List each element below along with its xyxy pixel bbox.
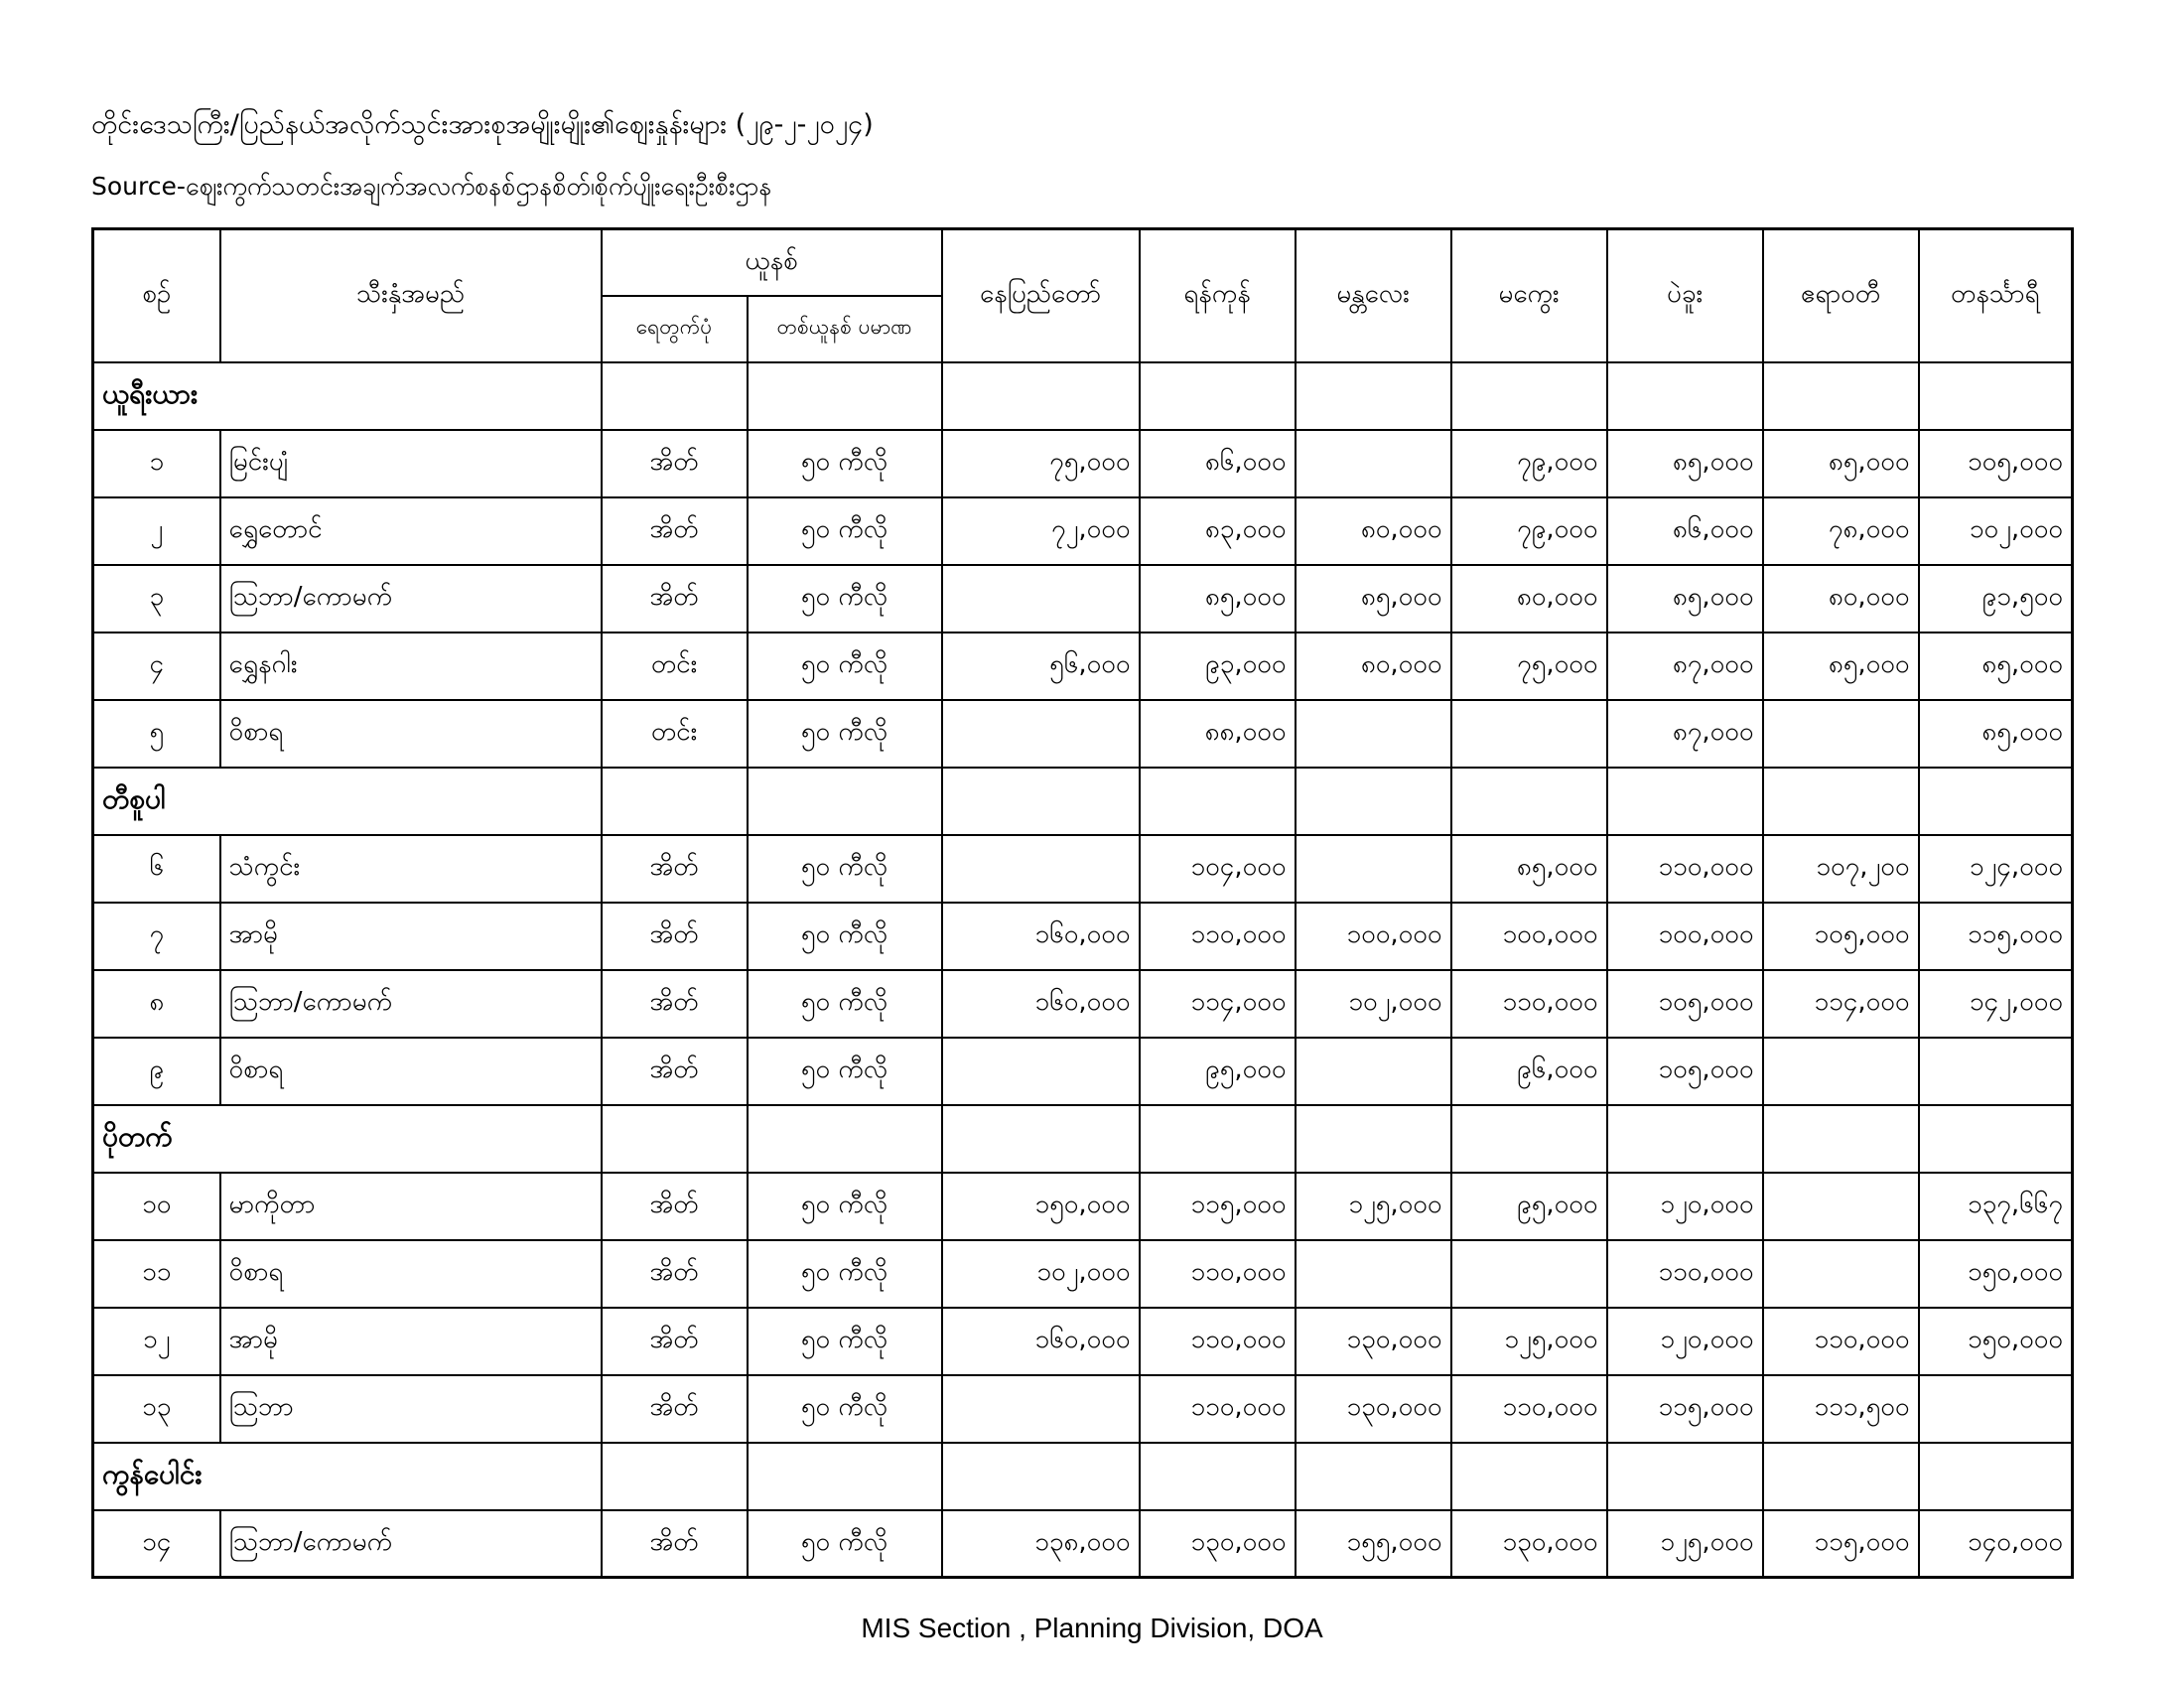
empty-cell xyxy=(1296,768,1451,835)
price-mandalay xyxy=(1296,835,1451,903)
price-bago: ၁၁၅,၀၀၀ xyxy=(1607,1375,1763,1443)
price-bago: ၈၇,၀၀၀ xyxy=(1607,700,1763,768)
price-bago: ၈၅,၀၀၀ xyxy=(1607,565,1763,633)
price-yangon: ၁၁၀,၀၀၀ xyxy=(1140,903,1296,970)
unit-type: အိတ် xyxy=(602,1510,748,1578)
unit-amount: ၅၀ ကီလို xyxy=(748,1510,942,1578)
price-tanintharyi: ၁၀၂,၀၀၀ xyxy=(1919,497,2073,565)
price-tanintharyi: ၁၄၂,၀၀၀ xyxy=(1919,970,2073,1038)
price-yangon: ၈၆,၀၀၀ xyxy=(1140,430,1296,497)
price-tanintharyi: ၉၁,၅၀၀ xyxy=(1919,565,2073,633)
price-mandalay: ၁၅၅,၀၀၀ xyxy=(1296,1510,1451,1578)
empty-cell xyxy=(1763,768,1919,835)
price-tanintharyi: ၁၄၀,၀၀၀ xyxy=(1919,1510,2073,1578)
price-mandalay: ၈၀,၀၀၀ xyxy=(1296,497,1451,565)
price-ayeyarwady xyxy=(1763,1173,1919,1240)
price-mandalay: ၈၅,၀၀၀ xyxy=(1296,565,1451,633)
group-name: ပိုတက် xyxy=(93,1105,602,1173)
crop-name: ရွှေနဂါး xyxy=(220,633,602,700)
empty-cell xyxy=(602,362,748,430)
price-bago: ၈၅,၀၀၀ xyxy=(1607,430,1763,497)
price-ayeyarwady: ၇၈,၀၀၀ xyxy=(1763,497,1919,565)
price-naypyitaw xyxy=(942,835,1140,903)
unit-amount: ၅၀ ကီလို xyxy=(748,1375,942,1443)
price-yangon: ၈၈,၀၀၀ xyxy=(1140,700,1296,768)
crop-name: သြဘာ/ကောမက် xyxy=(220,970,602,1038)
empty-cell xyxy=(1763,1105,1919,1173)
empty-cell xyxy=(1451,1105,1607,1173)
unit-amount: ၅၀ ကီလို xyxy=(748,430,942,497)
price-mandalay xyxy=(1296,700,1451,768)
row-number: ၁ xyxy=(93,430,220,497)
group-name: ယူရီးယား xyxy=(93,362,602,430)
price-ayeyarwady xyxy=(1763,1038,1919,1105)
row-number: ၁၄ xyxy=(93,1510,220,1578)
row-number: ၁၁ xyxy=(93,1240,220,1308)
unit-type: အိတ် xyxy=(602,970,748,1038)
empty-cell xyxy=(602,1443,748,1510)
price-ayeyarwady: ၁၀၅,၀၀၀ xyxy=(1763,903,1919,970)
unit-amount: ၅၀ ကီလို xyxy=(748,633,942,700)
empty-cell xyxy=(1919,1443,2073,1510)
price-naypyitaw: ၁၆၀,၀၀၀ xyxy=(942,1308,1140,1375)
price-yangon: ၉၃,၀၀၀ xyxy=(1140,633,1296,700)
group-row xyxy=(93,1105,2073,1173)
crop-name: ရွှေတောင် xyxy=(220,497,602,565)
empty-cell xyxy=(1919,1105,2073,1173)
price-ayeyarwady: ၁၁၄,၀၀၀ xyxy=(1763,970,1919,1038)
unit-amount: ၅၀ ကီလို xyxy=(748,1240,942,1308)
empty-cell xyxy=(748,1105,942,1173)
group-name: တီစူပါ xyxy=(93,768,602,835)
source-line: Source-ဈေးကွက်သတင်းအချက်အလက်စနစ်ဌာနစိတ်၊စိုက်ပျိုးရေးဦးစီးဌာန xyxy=(91,172,772,201)
header-region-magway: မကွေး xyxy=(1451,229,1607,362)
price-mandalay xyxy=(1296,1240,1451,1308)
empty-cell xyxy=(1140,1105,1296,1173)
crop-name: မာကိုတာ xyxy=(220,1173,602,1240)
empty-cell xyxy=(1296,362,1451,430)
price-yangon: ၁၁၀,၀၀၀ xyxy=(1140,1375,1296,1443)
price-magway: ၈၀,၀၀၀ xyxy=(1451,565,1607,633)
price-mandalay xyxy=(1296,1038,1451,1105)
table-row xyxy=(93,1308,2073,1375)
price-tanintharyi xyxy=(1919,1375,2073,1443)
empty-cell xyxy=(602,768,748,835)
unit-type: အိတ် xyxy=(602,430,748,497)
price-ayeyarwady: ၈၀,၀၀၀ xyxy=(1763,565,1919,633)
unit-amount: ၅၀ ကီလို xyxy=(748,903,942,970)
unit-type: အိတ် xyxy=(602,1240,748,1308)
price-tanintharyi: ၁၃၇,၆၆၇ xyxy=(1919,1173,2073,1240)
row-number: ၅ xyxy=(93,700,220,768)
empty-cell xyxy=(1451,768,1607,835)
row-number: ၉ xyxy=(93,1038,220,1105)
price-mandalay: ၁၀၂,၀၀၀ xyxy=(1296,970,1451,1038)
price-magway: ၇၉,၀၀၀ xyxy=(1451,430,1607,497)
header-crop-name: သီးနှံအမည် xyxy=(220,229,602,362)
empty-cell xyxy=(748,1443,942,1510)
price-magway: ၁၃၀,၀၀၀ xyxy=(1451,1510,1607,1578)
price-magway: ၇၉,၀၀၀ xyxy=(1451,497,1607,565)
empty-cell xyxy=(748,362,942,430)
price-mandalay: ၁၀၀,၀၀၀ xyxy=(1296,903,1451,970)
empty-cell xyxy=(1296,1105,1451,1173)
empty-cell xyxy=(1140,768,1296,835)
unit-type: အိတ် xyxy=(602,497,748,565)
price-naypyitaw: ၁၀၂,၀၀၀ xyxy=(942,1240,1140,1308)
header-unit: ယူနစ် xyxy=(602,229,942,296)
unit-type: အိတ် xyxy=(602,1038,748,1105)
price-yangon: ၁၃၀,၀၀၀ xyxy=(1140,1510,1296,1578)
group-row xyxy=(93,362,2073,430)
price-magway: ၁၀၀,၀၀၀ xyxy=(1451,903,1607,970)
header-region-ayeyarwady: ဧရာဝတီ xyxy=(1763,229,1919,362)
empty-cell xyxy=(602,1105,748,1173)
price-ayeyarwady: ၁၁၁,၅၀၀ xyxy=(1763,1375,1919,1443)
table-row xyxy=(93,1038,2073,1105)
price-tanintharyi: ၁၀၅,၀၀၀ xyxy=(1919,430,2073,497)
price-naypyitaw xyxy=(942,1375,1140,1443)
empty-cell xyxy=(942,768,1140,835)
price-ayeyarwady: ၁၁၅,၀၀၀ xyxy=(1763,1510,1919,1578)
empty-cell xyxy=(748,768,942,835)
table-row xyxy=(93,700,2073,768)
empty-cell xyxy=(1919,362,2073,430)
price-bago: ၁၂၀,၀၀၀ xyxy=(1607,1173,1763,1240)
price-naypyitaw: ၇၅,၀၀၀ xyxy=(942,430,1140,497)
empty-cell xyxy=(1607,362,1763,430)
unit-type: အိတ် xyxy=(602,1308,748,1375)
price-yangon: ၈၅,၀၀၀ xyxy=(1140,565,1296,633)
table-row xyxy=(93,430,2073,497)
empty-cell xyxy=(1451,362,1607,430)
unit-amount: ၅၀ ကီလို xyxy=(748,565,942,633)
table-row xyxy=(93,970,2073,1038)
empty-cell xyxy=(1140,362,1296,430)
price-tanintharyi: ၈၅,၀၀၀ xyxy=(1919,633,2073,700)
price-magway: ၈၅,၀၀၀ xyxy=(1451,835,1607,903)
table-row xyxy=(93,903,2073,970)
crop-name: သံကွင်း xyxy=(220,835,602,903)
header-region-yangon: ရန်ကုန် xyxy=(1140,229,1296,362)
price-naypyitaw: ၁၅၀,၀၀၀ xyxy=(942,1173,1140,1240)
empty-cell xyxy=(1140,1443,1296,1510)
header-unit-type: ရေတွက်ပုံ xyxy=(602,296,748,362)
group-row xyxy=(93,768,2073,835)
price-yangon: ၉၅,၀၀၀ xyxy=(1140,1038,1296,1105)
header-no: စဉ် xyxy=(93,229,220,362)
unit-type: တင်း xyxy=(602,633,748,700)
price-magway: ၉၅,၀၀၀ xyxy=(1451,1173,1607,1240)
empty-cell xyxy=(1763,1443,1919,1510)
price-bago: ၁၁၀,၀၀၀ xyxy=(1607,835,1763,903)
crop-name: မြင်းပျံ xyxy=(220,430,602,497)
price-bago: ၁၁၀,၀၀၀ xyxy=(1607,1240,1763,1308)
price-naypyitaw: ၁၃၈,၀၀၀ xyxy=(942,1510,1140,1578)
price-ayeyarwady: ၁၀၇,၂၀၀ xyxy=(1763,835,1919,903)
unit-type: အိတ် xyxy=(602,835,748,903)
price-ayeyarwady: ၁၁၀,၀၀၀ xyxy=(1763,1308,1919,1375)
price-ayeyarwady xyxy=(1763,700,1919,768)
price-yangon: ၈၃,၀၀၀ xyxy=(1140,497,1296,565)
row-number: ၈ xyxy=(93,970,220,1038)
price-bago: ၁၀၅,၀၀၀ xyxy=(1607,1038,1763,1105)
crop-name: သြဘာ xyxy=(220,1375,602,1443)
crop-name: ဝိစာရ xyxy=(220,700,602,768)
row-number: ၄ xyxy=(93,633,220,700)
row-number: ၁၀ xyxy=(93,1173,220,1240)
price-tanintharyi: ၁၂၄,၀၀၀ xyxy=(1919,835,2073,903)
price-magway xyxy=(1451,700,1607,768)
header-unit-amount: တစ်ယူနစ် ပမာဏ xyxy=(748,296,942,362)
table-row xyxy=(93,565,2073,633)
price-yangon: ၁၁၅,၀၀၀ xyxy=(1140,1173,1296,1240)
empty-cell xyxy=(942,1105,1140,1173)
unit-type: အိတ် xyxy=(602,903,748,970)
header-region-tanintharyi: တနင်္သာရီ xyxy=(1919,229,2073,362)
price-yangon: ၁၁၄,၀၀၀ xyxy=(1140,970,1296,1038)
empty-cell xyxy=(1919,768,2073,835)
price-tanintharyi: ၁၅၀,၀၀၀ xyxy=(1919,1308,2073,1375)
crop-name: သြဘာ/ကောမက် xyxy=(220,565,602,633)
price-mandalay: ၁၂၅,၀၀၀ xyxy=(1296,1173,1451,1240)
price-magway: ၁၂၅,၀၀၀ xyxy=(1451,1308,1607,1375)
empty-cell xyxy=(942,362,1140,430)
unit-type: အိတ် xyxy=(602,565,748,633)
price-mandalay: ၁၃၀,၀၀၀ xyxy=(1296,1308,1451,1375)
price-bago: ၈၇,၀၀၀ xyxy=(1607,633,1763,700)
price-bago: ၁၀၀,၀၀၀ xyxy=(1607,903,1763,970)
row-number: ၃ xyxy=(93,565,220,633)
document-title: တိုင်းဒေသကြီး/ပြည်နယ်အလိုက်သွင်းအားစုအမျိုးမျိုး၏ဈေးနှုန်းများ (၂၉-၂-၂၀၂၄) xyxy=(91,109,874,140)
group-row xyxy=(93,1443,2073,1510)
unit-amount: ၅၀ ကီလို xyxy=(748,1173,942,1240)
footer: MIS Section , Planning Division, DOA xyxy=(861,1613,1323,1643)
header-region-naypyitaw: နေပြည်တော် xyxy=(942,229,1140,362)
price-mandalay: ၁၃၀,၀၀၀ xyxy=(1296,1375,1451,1443)
empty-cell xyxy=(1296,1443,1451,1510)
price-naypyitaw: ၇၂,၀၀၀ xyxy=(942,497,1140,565)
price-ayeyarwady: ၈၅,၀၀၀ xyxy=(1763,633,1919,700)
empty-cell xyxy=(1607,1443,1763,1510)
price-magway: ၁၁၀,၀၀၀ xyxy=(1451,970,1607,1038)
price-magway: ၉၆,၀၀၀ xyxy=(1451,1038,1607,1105)
price-naypyitaw xyxy=(942,700,1140,768)
unit-amount: ၅၀ ကီလို xyxy=(748,835,942,903)
table-row xyxy=(93,835,2073,903)
empty-cell xyxy=(942,1443,1140,1510)
crop-name: အာမို xyxy=(220,1308,602,1375)
crop-name: သြဘာ/ကောမက် xyxy=(220,1510,602,1578)
price-naypyitaw: ၁၆၀,၀၀၀ xyxy=(942,903,1140,970)
price-table xyxy=(91,227,2074,1579)
price-yangon: ၁၀၄,၀၀၀ xyxy=(1140,835,1296,903)
empty-cell xyxy=(1451,1443,1607,1510)
price-yangon: ၁၁၀,၀၀၀ xyxy=(1140,1240,1296,1308)
header-row-1 xyxy=(93,229,2073,296)
price-bago: ၁၀၅,၀၀၀ xyxy=(1607,970,1763,1038)
crop-name: ဝိစာရ xyxy=(220,1038,602,1105)
price-bago: ၁၂၀,၀၀၀ xyxy=(1607,1308,1763,1375)
unit-amount: ၅၀ ကီလို xyxy=(748,970,942,1038)
price-magway: ၁၁၀,၀၀၀ xyxy=(1451,1375,1607,1443)
unit-type: အိတ် xyxy=(602,1375,748,1443)
table-row xyxy=(93,633,2073,700)
empty-cell xyxy=(1607,768,1763,835)
unit-amount: ၅၀ ကီလို xyxy=(748,1308,942,1375)
empty-cell xyxy=(1763,362,1919,430)
price-tanintharyi: ၁၁၅,၀၀၀ xyxy=(1919,903,2073,970)
price-tanintharyi xyxy=(1919,1038,2073,1105)
price-bago: ၈၆,၀၀၀ xyxy=(1607,497,1763,565)
price-ayeyarwady xyxy=(1763,1240,1919,1308)
table-row xyxy=(93,1375,2073,1443)
crop-name: အာမို xyxy=(220,903,602,970)
row-number: ၆ xyxy=(93,835,220,903)
price-yangon: ၁၁၀,၀၀၀ xyxy=(1140,1308,1296,1375)
price-magway xyxy=(1451,1240,1607,1308)
header-region-bago: ပဲခူး xyxy=(1607,229,1763,362)
unit-type: တင်း xyxy=(602,700,748,768)
table-row xyxy=(93,1240,2073,1308)
price-naypyitaw xyxy=(942,1038,1140,1105)
price-magway: ၇၅,၀၀၀ xyxy=(1451,633,1607,700)
table-row xyxy=(93,1510,2073,1578)
price-bago: ၁၂၅,၀၀၀ xyxy=(1607,1510,1763,1578)
header-region-mandalay: မန္တလေး xyxy=(1296,229,1451,362)
price-tanintharyi: ၈၅,၀၀၀ xyxy=(1919,700,2073,768)
unit-amount: ၅၀ ကီလို xyxy=(748,700,942,768)
empty-cell xyxy=(1607,1105,1763,1173)
group-name: ကွန်ပေါင်း xyxy=(93,1443,602,1510)
price-naypyitaw: ၅၆,၀၀၀ xyxy=(942,633,1140,700)
price-naypyitaw: ၁၆၀,၀၀၀ xyxy=(942,970,1140,1038)
price-naypyitaw xyxy=(942,565,1140,633)
unit-type: အိတ် xyxy=(602,1173,748,1240)
price-mandalay xyxy=(1296,430,1451,497)
table-row xyxy=(93,1173,2073,1240)
row-number: ၁၂ xyxy=(93,1308,220,1375)
unit-amount: ၅၀ ကီလို xyxy=(748,1038,942,1105)
price-tanintharyi: ၁၅၀,၀၀၀ xyxy=(1919,1240,2073,1308)
crop-name: ဝိစာရ xyxy=(220,1240,602,1308)
row-number: ၂ xyxy=(93,497,220,565)
row-number: ၁၃ xyxy=(93,1375,220,1443)
row-number: ၇ xyxy=(93,903,220,970)
price-ayeyarwady: ၈၅,၀၀၀ xyxy=(1763,430,1919,497)
price-mandalay: ၈၀,၀၀၀ xyxy=(1296,633,1451,700)
unit-amount: ၅၀ ကီလို xyxy=(748,497,942,565)
table-row xyxy=(93,497,2073,565)
